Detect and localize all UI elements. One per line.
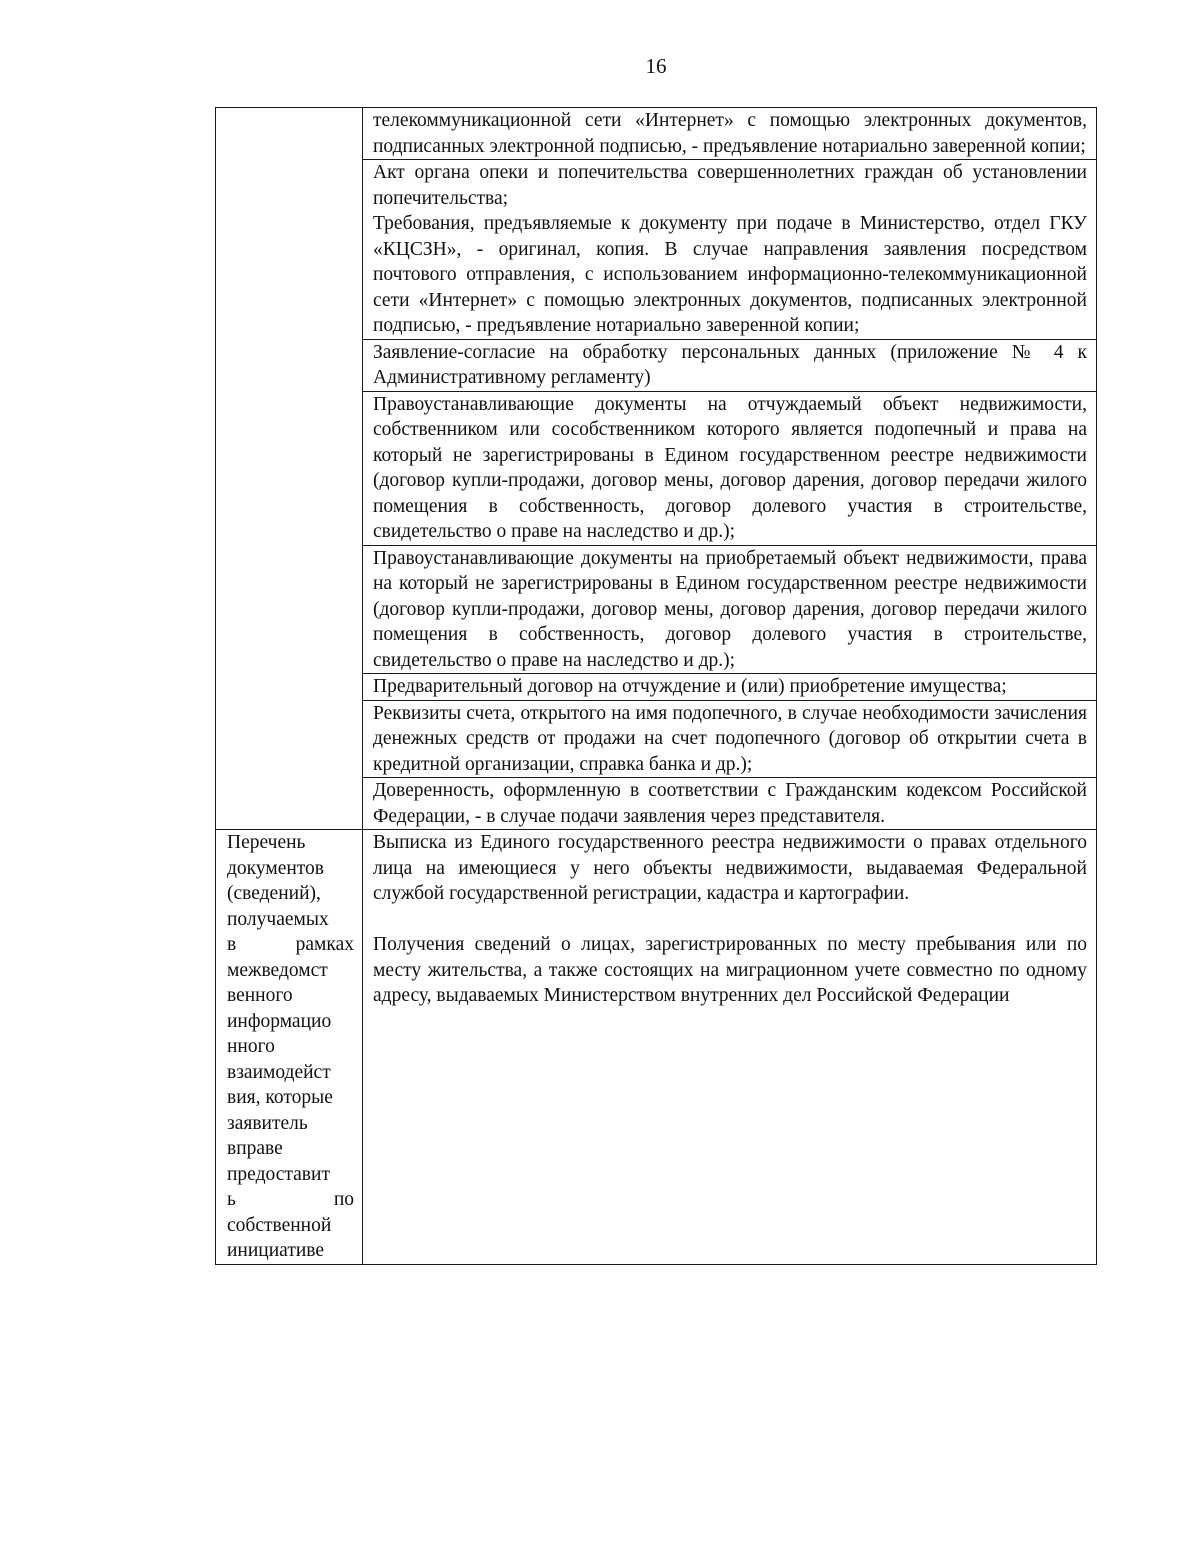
document-requirement-cell <box>363 391 1097 545</box>
document-requirement-cell <box>363 160 1097 340</box>
row-label-line: Перечень <box>227 832 306 853</box>
row-label-line: (сведений), <box>227 883 321 904</box>
requirement-paragraph: Акт органа опеки и попечительства совершеннолетних граждан об установлении попечительства; <box>373 162 1087 209</box>
document-requirement-cell <box>363 339 1097 391</box>
document-requirement-cell <box>363 778 1097 830</box>
documents-table <box>215 107 1097 1265</box>
requirement-paragraph: Правоустанавливающие документы на отчуждаемый объект недвижимости, собственником или сособственником которого является подопечный и права на который не зарегистрированы в Едином государственном реестре недвижимости (договор купли-продажи, договор мены, договор дарения, договор передачи жилого помещения в собственность, договор долевого участия в строительстве, свидетельство о праве на наследство и др.); <box>373 393 1087 542</box>
requirement-paragraph: Заявление-согласие на обработку персональных данных (приложение № 4 к Административному регламенту) <box>373 341 1087 388</box>
page-number: 16 <box>645 54 667 78</box>
row-label-line: предоставит <box>227 1163 330 1185</box>
row-label-word: ь <box>227 1189 236 1210</box>
row-label-line: документов <box>227 857 325 879</box>
row-label-line: взаимодейст <box>227 1061 331 1083</box>
requirement-paragraph: Правоустанавливающие документы на приобретаемый объект недвижимости, права на который не зарегистрированы в Едином государственном реестре недвижимости (договор купли-продажи, договор мены, договор дарения, договор передачи жилого помещения в собственность, договор долевого участия в строительстве, свидетельство о праве на наследство и др.); <box>373 547 1087 671</box>
requirement-paragraph: Реквизиты счета, открытого на имя подопечного, в случае необходимости зачисления денежных средств от продажи на счет подопечного (договор об открытии счета в кредитной организации, справка банка и др.); <box>373 702 1087 775</box>
empty-left-cell <box>216 108 363 830</box>
requirement-paragraph: Доверенность, оформленную в соответствии с Гражданским кодексом Российской Федерации, - в случае подачи заявления через представителя. <box>373 780 1087 827</box>
row-label-cell <box>216 830 363 1265</box>
document-requirement-cell <box>363 108 1097 160</box>
requirement-paragraph: Предварительный договор на отчуждение и (или) приобретение имущества; <box>373 676 1007 697</box>
table-row <box>216 830 1097 1265</box>
document-requirement-cell <box>363 545 1097 674</box>
row-label-line: получаемых <box>227 908 329 930</box>
requirement-paragraph: телекоммуникационной сети «Интернет» с помощью электронных документов, подписанных электронной подписью, - предъявление нотариально заверенной копии; <box>373 110 1087 157</box>
row-label-line: заявитель <box>227 1112 308 1134</box>
row-label-word: рамках <box>295 934 354 955</box>
row-label-line: инициативе <box>227 1240 325 1261</box>
row-label-word: по <box>333 1189 354 1210</box>
requirement-paragraph: Выписка из Единого государственного реестра недвижимости о правах отдельного лица на имеющиеся у него объекты недвижимости, выдаваемая Федеральной службой государственной регистрации, кадастра и картографии. <box>373 832 1087 904</box>
row-label-line: венного <box>227 985 293 1006</box>
document-requirement-cell <box>363 700 1097 778</box>
table-row <box>216 108 1097 160</box>
row-label-line: нного <box>227 1036 275 1057</box>
row-label-line <box>227 1187 354 1213</box>
document-requirement-cell <box>363 830 1097 1265</box>
document-requirement-cell <box>363 674 1097 701</box>
row-label-line: собственной <box>227 1214 332 1236</box>
row-label-line: вправе <box>227 1138 283 1159</box>
requirement-paragraph: Требования, предъявляемые к документу при подаче в Министерство, отдел ГКУ «КЦСЗН», - оригинал, копия. В случае направления заявления посредством почтового отправления, с использованием информационно-телекоммуникационной сети «Интернет» с помощью электронных документов, подписанных электронной подписью, - предъявление нотариально заверенной копии; <box>373 213 1087 336</box>
row-label-line: вия, которые <box>227 1087 333 1108</box>
row-label-line: информацио <box>227 1010 332 1032</box>
paragraph-gap <box>373 907 1087 933</box>
requirement-paragraph: Получения сведений о лицах, зарегистрированных по месту пребывания или по месту жительства, а также состоящих на миграционном учете совместно по одному адресу, выдаваемых Министерством внутренних дел Российской Федерации <box>373 934 1087 1006</box>
row-label-line <box>227 932 354 958</box>
row-label-word: в <box>227 934 237 955</box>
row-label-line: межведомст <box>227 959 328 981</box>
